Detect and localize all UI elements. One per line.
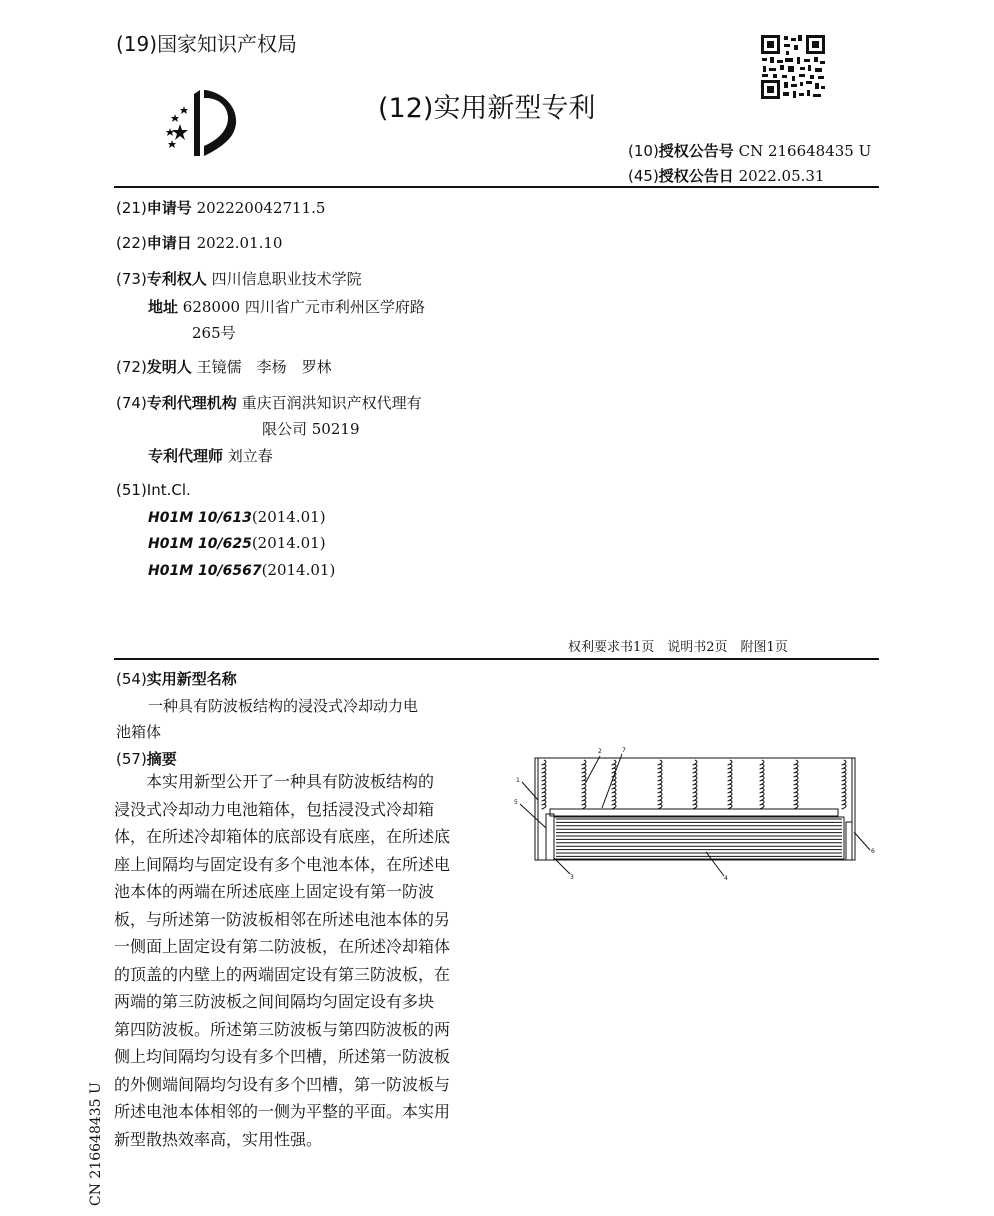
abstract-line: 体，在所述冷却箱体的底部设有底座，在所述底: [114, 827, 451, 846]
application-date-row: (22)申请日 2022.01.10: [116, 234, 283, 252]
publication-date-label: 授权公告日: [658, 167, 734, 185]
application-number-row: (21)申请号 202220042711.5: [116, 199, 326, 217]
baffle-spring: [760, 760, 764, 809]
patentee-row: (73)专利权人 四川信息职业技术学院: [116, 270, 362, 288]
baffle-spring: [794, 760, 798, 809]
baffle-springs: [542, 760, 846, 809]
baffle-spring: [658, 760, 662, 809]
baffle-spring: [842, 760, 846, 809]
battery-stack: [554, 817, 844, 859]
patentee-label: 专利权人: [146, 270, 207, 288]
abstract-line: 池本体的两端在所述底座上固定设有第一防波: [114, 882, 435, 901]
utility-model-title-line-2: 池箱体: [116, 723, 162, 741]
figure-label-5: 5: [514, 799, 518, 806]
pages-info: 权利要求书1页 说明书2页 附图1页: [568, 640, 788, 655]
address-label: 地址: [148, 298, 179, 316]
abstract-line: 第四防波板。所述第三防波板与第四防波板的两: [114, 1019, 451, 1039]
application-date: 2022.01.10: [196, 234, 283, 252]
abstract-figure: [510, 742, 882, 882]
abstract-body: [114, 768, 478, 1153]
abstract-line: 的顶盖的内壁上的两端固定设有第三防波板，在: [114, 964, 451, 984]
baffle-spring: [542, 760, 546, 809]
agent-name: 刘立春: [227, 447, 273, 465]
publication-number: CN 216648435 U: [738, 142, 872, 160]
qr-code-icon: [760, 34, 826, 100]
figure-label-3: 3: [570, 874, 574, 881]
section-divider: [114, 658, 879, 660]
cnipa-emblem-icon: [158, 84, 254, 160]
figure-label-1: 1: [516, 777, 520, 784]
address-line-1: 628000 四川省广元市利州区学府路: [182, 298, 425, 316]
office-name: 国家知识产权局: [157, 32, 298, 56]
abstract-line: 板，与所述第一防波板相邻在所述电池本体的另: [114, 909, 451, 929]
publication-date-row: (45)授权公告日 2022.05.31: [628, 167, 825, 185]
figure-label-7: 7: [622, 747, 626, 754]
abstract-line: 侧上均间隔均匀设有多个凹槽，所述第一防波板: [114, 1047, 451, 1066]
utility-model-title-line-1: 一种具有防波板结构的浸没式冷却动力电: [148, 697, 419, 715]
abstract-line: 一侧面上固定设有第二防波板，在所述冷却箱体: [114, 937, 451, 956]
inventor-names: 王镜儒 李杨 罗林: [196, 358, 332, 376]
address-row: [148, 296, 425, 317]
agency-label: 专利代理机构: [146, 394, 237, 412]
int-cl-row: (51)Int.Cl.: [116, 481, 191, 499]
publication-number-label: 授权公告号: [658, 142, 734, 160]
agent-row: [148, 445, 273, 466]
publication-date: 2022.05.31: [738, 167, 825, 185]
inventor-row: (72)发明人 王镜儒 李杨 罗林: [116, 358, 332, 376]
baffle-spring: [693, 760, 697, 809]
address-line-2: 265号: [192, 324, 236, 342]
ipc-class-1: H01M 10/613(2014.01): [148, 508, 326, 526]
publication-number-row: (10)授权公告号 CN 216648435 U: [628, 142, 872, 160]
side-publication-number-wrap: [86, 1082, 106, 1208]
doc-type-title: 实用新型专利: [433, 93, 596, 124]
abstract-line: 浸没式冷却动力电池箱体，包括浸没式冷却箱: [114, 799, 435, 819]
abstract-line: 的外侧端间隔均匀设有多个凹槽，第一防波板与: [114, 1074, 451, 1094]
abstract-line: 座上间隔均与固定设有多个电池本体，在所述电: [114, 854, 451, 874]
abstract-line: 所述电池本体相邻的一侧为平整的平面。本实用: [114, 1102, 451, 1121]
office-header: [116, 28, 297, 57]
agency-row: (74)专利代理机构 重庆百润洪知识产权代理有: [116, 394, 422, 412]
baffle-spring: [612, 760, 616, 809]
abstract-line: 两端的第三防波板之间间隔均匀固定设有多块: [114, 992, 435, 1011]
int-cl-label: Int.Cl.: [146, 481, 191, 499]
first-baffle-left: [546, 814, 554, 860]
ipc-class-2: H01M 10/625(2014.01): [148, 534, 326, 552]
application-number-label: 申请号: [146, 199, 192, 217]
figure-label-4: 4: [724, 875, 728, 882]
baffle-spring: [582, 760, 586, 809]
baffle-spring: [728, 760, 732, 809]
document-type: [378, 86, 595, 125]
abstract-heading: (57)摘要: [116, 750, 177, 768]
first-baffle-right: [846, 822, 852, 860]
abstract-line: 新型散热效率高，实用性强。: [114, 1129, 323, 1149]
side-publication-number: CN 216648435 U: [88, 1082, 104, 1206]
top-plate: [550, 809, 838, 816]
agent-label: 专利代理师: [148, 447, 224, 465]
inventor-label: 发明人: [146, 358, 192, 376]
title-heading-label: 实用新型名称: [146, 670, 237, 688]
title-heading: (54)实用新型名称: [116, 670, 237, 688]
doc-type-code: (12): [378, 93, 434, 124]
office-code: (19): [116, 32, 158, 56]
agency-line-1: 重庆百润洪知识产权代理有: [241, 394, 422, 412]
application-date-label: 申请日: [146, 234, 192, 252]
application-number: 202220042711.5: [196, 199, 326, 217]
agency-line-2: 限公司 50219: [262, 420, 360, 438]
abstract-heading-label: 摘要: [146, 750, 177, 768]
figure-label-6: 6: [871, 848, 875, 855]
abstract-line: 本实用新型公开了一种具有防波板结构的: [114, 772, 435, 791]
figure-label-2: 2: [598, 748, 602, 755]
header-divider: [114, 186, 879, 188]
ipc-class-3: H01M 10/6567(2014.01): [148, 561, 336, 579]
patentee-name: 四川信息职业技术学院: [211, 270, 362, 288]
